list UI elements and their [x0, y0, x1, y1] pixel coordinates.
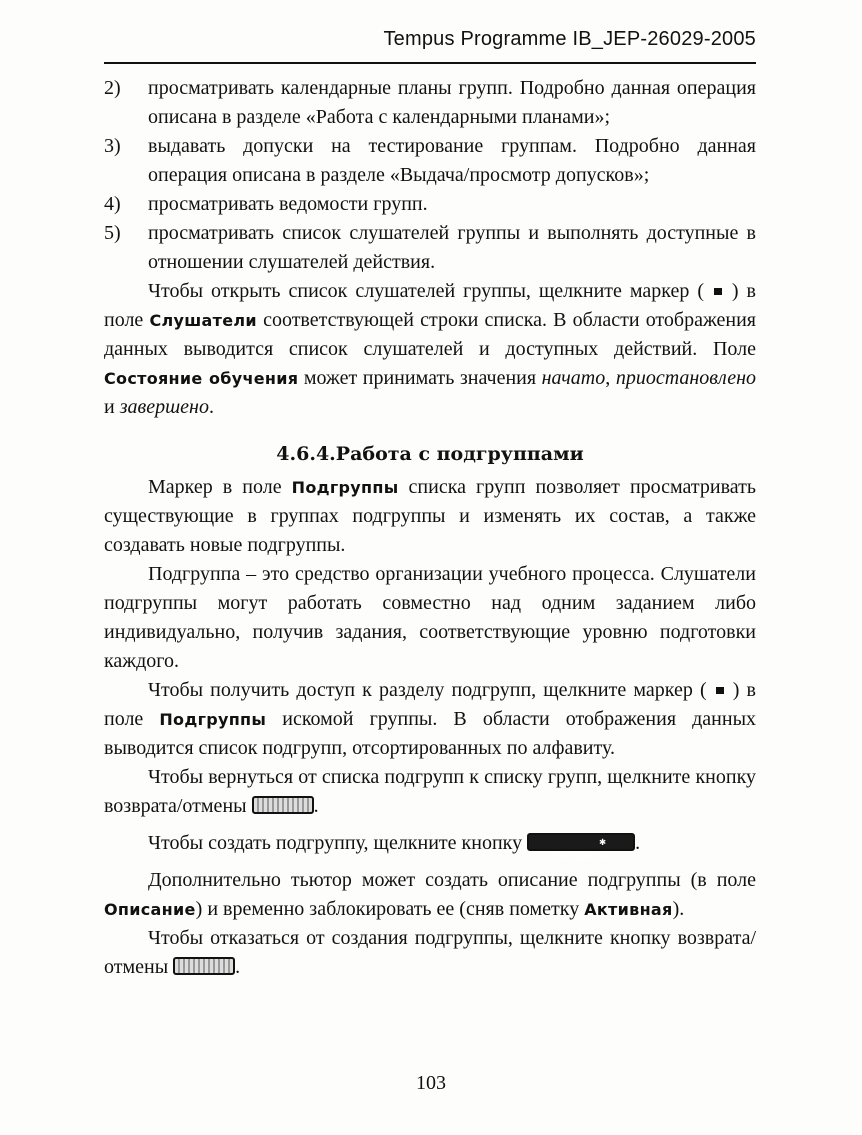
- list-item-text: выдавать допуски на тестирование группам. Подробно данная операция описана в разделе «Выдача/просмотр допусков»;: [148, 135, 756, 186]
- list-item-number: 5): [104, 222, 121, 244]
- list-item: [104, 219, 756, 277]
- text: .: [313, 795, 319, 817]
- text: .: [635, 832, 641, 854]
- italic-value: завершено: [119, 396, 209, 418]
- text: Дополнительно тьютор может создать описание подгруппы (в поле: [148, 869, 756, 891]
- section-heading: 4.6.4.Работа с подгруппами: [276, 443, 584, 465]
- text: ) в поле: [104, 679, 756, 730]
- text: Чтобы открыть список слушателей группы, щелкните маркер (: [148, 280, 712, 302]
- text: ).: [672, 898, 685, 920]
- back-cancel-button-image: [173, 957, 235, 975]
- field-term-description: Описание: [104, 900, 196, 919]
- list-item-text: просматривать список слушателей группы и выполнять доступные в отношении слушателей действия.: [148, 222, 756, 273]
- marker-icon: [716, 687, 724, 694]
- text: соответствующей строки списка. В области отображения данных выводится список слушателей и доступных действий. Поле: [104, 309, 756, 360]
- text: ,: [605, 367, 616, 389]
- paragraph-cancel: [104, 924, 756, 982]
- field-term-subgroups: Подгруппы: [159, 710, 267, 729]
- paragraph-subgroups-marker: [104, 473, 756, 560]
- field-term-listeners: Слушатели: [149, 311, 257, 330]
- text: списка групп позволяет просматривать существующие в группах подгруппы и изменять их состав, а также создавать новые подгруппы.: [104, 476, 756, 556]
- paragraph-description: [104, 866, 756, 924]
- italic-value: начато: [541, 367, 606, 389]
- list-item: [104, 132, 756, 190]
- list-item-number: 3): [104, 135, 121, 157]
- header-rule: [104, 62, 756, 64]
- text: искомой группы. В области отображения данных выводится список подгрупп, отсортированных по алфавиту.: [104, 708, 756, 759]
- text: .: [208, 396, 214, 418]
- text: Чтобы создать подгруппу, щелкните кнопку: [148, 832, 528, 854]
- create-button-image: ✱ создать: [527, 833, 635, 851]
- back-cancel-button-image: [252, 796, 314, 814]
- list-item-number: 4): [104, 193, 121, 215]
- text: .: [235, 956, 241, 978]
- page-header-title: Tempus Programme IB_JEP-26029-2005: [383, 28, 756, 50]
- page-body: [104, 74, 756, 982]
- text: Маркер в поле: [148, 476, 292, 498]
- list-item-text: просматривать календарные планы групп. Подробно данная операция описана в разделе «Работа с календарными планами»;: [148, 77, 756, 128]
- text: ) и временно заблокировать ее (сняв пометку: [195, 898, 585, 920]
- text: может принимать значения: [298, 367, 542, 389]
- list-item-number: 2): [104, 77, 121, 99]
- paragraph-subgroup-access: [104, 676, 756, 763]
- text: ) в поле: [104, 280, 756, 331]
- text: Чтобы получить доступ к разделу подгрупп, щелкните маркер (: [148, 679, 714, 701]
- paragraph-open-listeners: [104, 277, 756, 422]
- list-item: [104, 190, 756, 219]
- text: Чтобы вернуться от списка подгрупп к списку групп, щелкните кнопку возврата/отмены: [104, 766, 756, 817]
- page-number: 103: [416, 1072, 446, 1094]
- paragraph-subgroup-definition: Подгруппа – это средство организации учебного процесса. Слушатели подгруппы могут работать совместно над одним заданием либо индивидуально, получив задания, соответствующие уровню подготовки каждого.: [104, 563, 756, 672]
- field-term-active: Активная: [584, 900, 673, 919]
- marker-icon: [714, 288, 722, 295]
- italic-value: приостановлено: [615, 367, 756, 389]
- paragraph-create: [104, 829, 756, 863]
- text: Чтобы отказаться от создания подгруппы, щелкните кнопку возврата/отмены: [104, 927, 756, 978]
- field-term-subgroups: Подгруппы: [291, 478, 399, 497]
- text: и: [104, 396, 120, 418]
- list-item: [104, 74, 756, 132]
- list-item-text: просматривать ведомости групп.: [148, 193, 428, 215]
- paragraph-return: [104, 763, 756, 821]
- field-term-learning-status: Состояние обучения: [104, 369, 299, 388]
